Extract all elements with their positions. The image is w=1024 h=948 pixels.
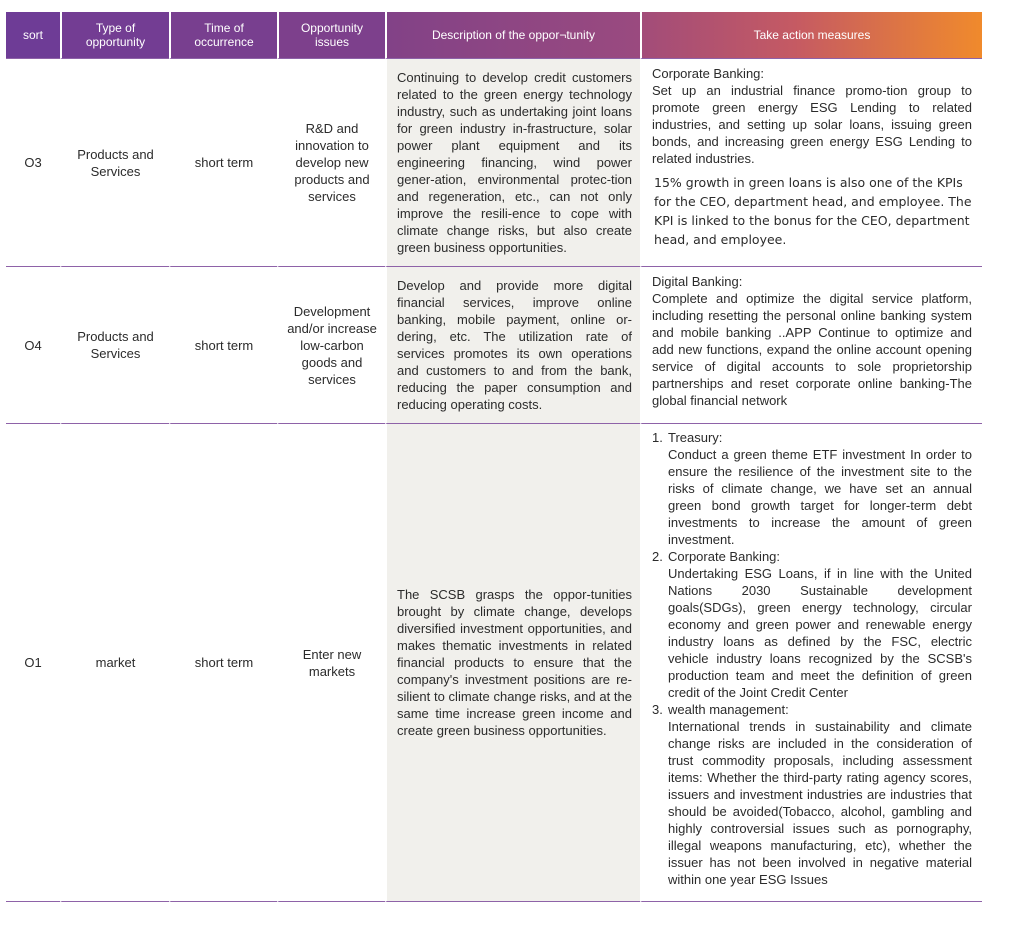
action-title: Digital Banking: — [652, 274, 743, 289]
cell-sort: O4 — [6, 267, 60, 424]
cell-description: The SCSB grasps the oppor-tunities brought by climate change, develops diversified investment opportunities, and makes thematic investments in related financial products to ensure that the company's investment positions are re-silient to climate change risks, and at the same time increase green income and create green business opportunities. — [385, 424, 640, 902]
action-item — [652, 429, 972, 548]
table-row — [6, 424, 982, 902]
item-title: Treasury: — [668, 430, 723, 445]
header-description: Description of the oppor¬tunity — [385, 12, 640, 58]
cell-issue: Enter new markets — [277, 424, 385, 902]
cell-issue: Development and/or increase low-carbon goods and services — [277, 267, 385, 424]
header-measures: Take action measures — [640, 12, 982, 58]
item-number: 2. — [652, 549, 663, 564]
cell-time: short term — [169, 267, 277, 424]
action-item — [652, 548, 972, 701]
cell-time: short term — [169, 424, 277, 902]
cell-action — [640, 267, 982, 424]
header-sort: sort — [6, 12, 60, 58]
item-title: Corporate Banking: — [668, 549, 781, 564]
cell-sort: O3 — [6, 58, 60, 267]
cell-description: Develop and provide more digital financial services, improve online banking, mobile payment, online or-dering, etc. The utilization rate of services promotes its own operations and customers to and from the bank, reducing the paper consumption and reducing operating costs. — [385, 267, 640, 424]
action-text: Set up an industrial finance promo-tion group to promote green energy ESG Lending to related industries, and setting up solar loans, issuing green bonds, and increasing green energy ESG Lending to related industries. — [652, 83, 972, 166]
cell-type: Products and Services — [60, 58, 169, 267]
cell-time: short term — [169, 58, 277, 267]
header-time: Time of occurrence — [169, 12, 277, 58]
opportunity-table — [6, 12, 982, 902]
item-text: International trends in sustainability and climate change risks are included in the consideration of trust commodity proposals, including assessment items: Whether the third-party rating agency scores, issuers and investment industries are industries that should be avoided(Tobacco, alcohol, gambling and highly controversial issues such as pornography, illegal weapons manufacturing, etc), whether the issuer has not been involved in negative material within one year ESG Issues — [668, 719, 972, 887]
cell-type: market — [60, 424, 169, 902]
action-text: Complete and optimize the digital service platform, including resetting the personal online banking system and mobile banking ..APP Continue to optimize and add new functions, expand the online account opening service of digital accounts to sole proprietorship partnerships and reset corporate online banking-The global financial network — [652, 291, 972, 408]
item-text: Conduct a green theme ETF investment In order to ensure the resilience of the investment site to the risks of climate change, we have set an annual green bond growth target for longer-term debt investments to increase the amount of green investment. — [668, 447, 972, 547]
table-row — [6, 267, 982, 424]
kpi-note: 15% growth in green loans is also one of the KPIs for the CEO, department head, and employee. The KPI is linked to the bonus for the CEO, department head, and employee. — [654, 175, 972, 247]
opportunity-table-container — [6, 12, 982, 902]
cell-action — [640, 58, 982, 267]
item-number: 3. — [652, 702, 663, 717]
header-issues: Opportunity issues — [277, 12, 385, 58]
cell-description: Continuing to develop credit customers related to the green energy technology industry, such as undertaking joint loans for green industry in-frastructure, solar power plant equipment and its engineering financing, wind power gener-ation, environmental protec-tion and regeneration, etc., can not only improve the resili-ence to cope with climate change risks, but also create green business opportunities. — [385, 58, 640, 267]
item-number: 1. — [652, 430, 663, 445]
table-header-row — [6, 12, 982, 58]
action-item — [652, 701, 972, 888]
cell-action — [640, 424, 982, 902]
table-row — [6, 58, 982, 267]
action-title: Corporate Banking: — [652, 66, 765, 81]
item-text: Undertaking ESG Loans, if in line with the United Nations 2030 Sustainable development goals(SDGs), green energy technology, circular economy and green power and renewable energy industry loans as defined by the FSC, electric vehicle industry loans recognized by the SCSB's production team and meet the definition of green credit of the Joint Credit Center — [668, 566, 972, 700]
cell-sort: O1 — [6, 424, 60, 902]
cell-type: Products and Services — [60, 267, 169, 424]
header-type: Type of opportunity — [60, 12, 169, 58]
item-title: wealth management: — [668, 702, 789, 717]
cell-issue: R&D and innovation to develop new products and services — [277, 58, 385, 267]
